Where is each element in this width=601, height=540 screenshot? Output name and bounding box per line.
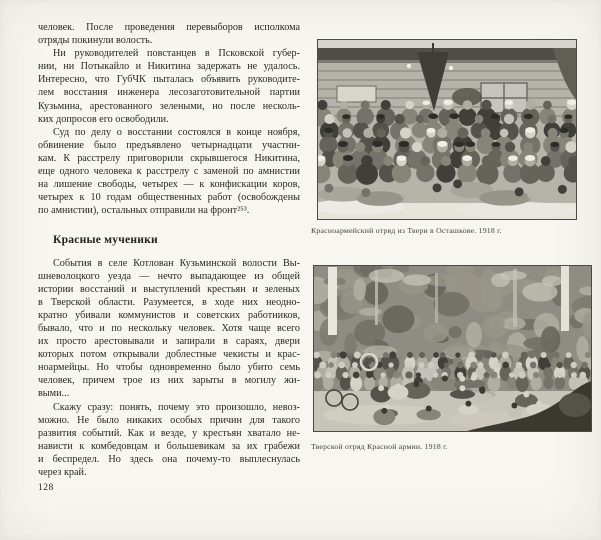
text-line: в Тверской области. Разумеется, в ходе них неодно- bbox=[38, 296, 300, 308]
paragraph bbox=[38, 257, 300, 401]
text-line: отряды покинули волость. bbox=[38, 35, 153, 47]
text-line: человек, причем трое из них зарыты в могилу жи- bbox=[38, 375, 300, 387]
photo-red-army-detachment-ostashkov bbox=[317, 39, 577, 220]
lamp bbox=[449, 66, 453, 70]
text-line: можно. Не было никаких особых причин для такого bbox=[38, 414, 300, 426]
paragraph bbox=[38, 126, 300, 218]
text-line: которых потом открывали доблестные чекисты и крас- bbox=[38, 349, 300, 361]
text-line: ких допросов его освободили. bbox=[38, 113, 169, 125]
text-line: нии, ни Потыкайло и Никитина задержать не удалось. bbox=[38, 61, 300, 73]
text-line: Суд по делу о восстании состоялся в конце ноября, bbox=[53, 126, 300, 138]
text-line: четырех к 10 годам общественных работ (освобождены bbox=[38, 192, 300, 204]
text-line: ноармейцы. Но чтобы одновременно было убито семь bbox=[38, 362, 300, 374]
section-heading: Красные мученики bbox=[53, 233, 158, 247]
sign-board bbox=[337, 86, 376, 102]
text-line: выми... bbox=[38, 388, 70, 400]
page-number: 128 bbox=[38, 483, 54, 493]
text-line: на лишение свободы, четырех — к конфискации коров, bbox=[38, 179, 300, 191]
text-line: Скажу сразу: понять, почему это произошло, невоз- bbox=[53, 401, 300, 413]
photo-tver-detachment-forest bbox=[313, 265, 592, 432]
text-line: Интересно, что ГубЧК пыталась объявить руководите- bbox=[38, 74, 300, 86]
text-line: кратно убивали коммунистов и советских работников, bbox=[38, 309, 300, 321]
text-line: бывало, что и по нескольку человек. Хотя чаще всего bbox=[38, 322, 300, 334]
body-text bbox=[38, 21, 300, 479]
text-line: истории восстаний и выступлений крестьян и зеленых bbox=[38, 283, 300, 295]
text-line: обвинение было предъявлено четырнадцати участни- bbox=[38, 139, 300, 151]
paragraph bbox=[38, 47, 300, 126]
figure-caption-2: Тверской отряд Красной армии. 1918 г. bbox=[311, 442, 448, 451]
text-line: нависти к комбедовцам и большевикам за их грабежи bbox=[38, 440, 300, 452]
text-line: лем восстания инженера лесозаготовительной партии bbox=[38, 87, 300, 99]
text-line: по амнистии), остальных отправили на фронт²⁵³. bbox=[38, 205, 250, 217]
text-line: еще одного человека к расстрелу с заменой по амнистии bbox=[38, 166, 300, 178]
figure-bottom bbox=[313, 265, 592, 432]
paragraph bbox=[38, 21, 300, 47]
text-line: через край. bbox=[38, 467, 87, 478]
text-line: Кузьмина, арестованного зелеными, но после несколь- bbox=[38, 100, 300, 112]
figure-caption-1: Красноармейский отряд из Твери в Осташкове. 1918 г. bbox=[311, 226, 502, 235]
text-line: кам. К расстрелу приговорили скрывшегося Никитина, bbox=[38, 152, 300, 164]
text-line: шневолоцкого уезда — нечто выпадающее из общей bbox=[38, 270, 300, 282]
text-line: их просто арестовывали и запирали в сараях, двери bbox=[38, 336, 300, 348]
figure-top bbox=[317, 39, 577, 220]
text-line: Ни руководителей повстанцев в Псковской губер- bbox=[53, 48, 300, 60]
lamp bbox=[407, 64, 411, 68]
text-line: События в селе Котлован Кузьминской волости Вы- bbox=[53, 257, 300, 269]
text-line: развития событий. Как и везде, у крестьян хватало не- bbox=[38, 427, 300, 439]
text-line: человек. После проведения перевыборов исполкома bbox=[38, 22, 300, 33]
text-line: и беспредел. Но здесь она почему-то выплеснулась bbox=[38, 453, 300, 465]
paragraph bbox=[38, 401, 300, 480]
